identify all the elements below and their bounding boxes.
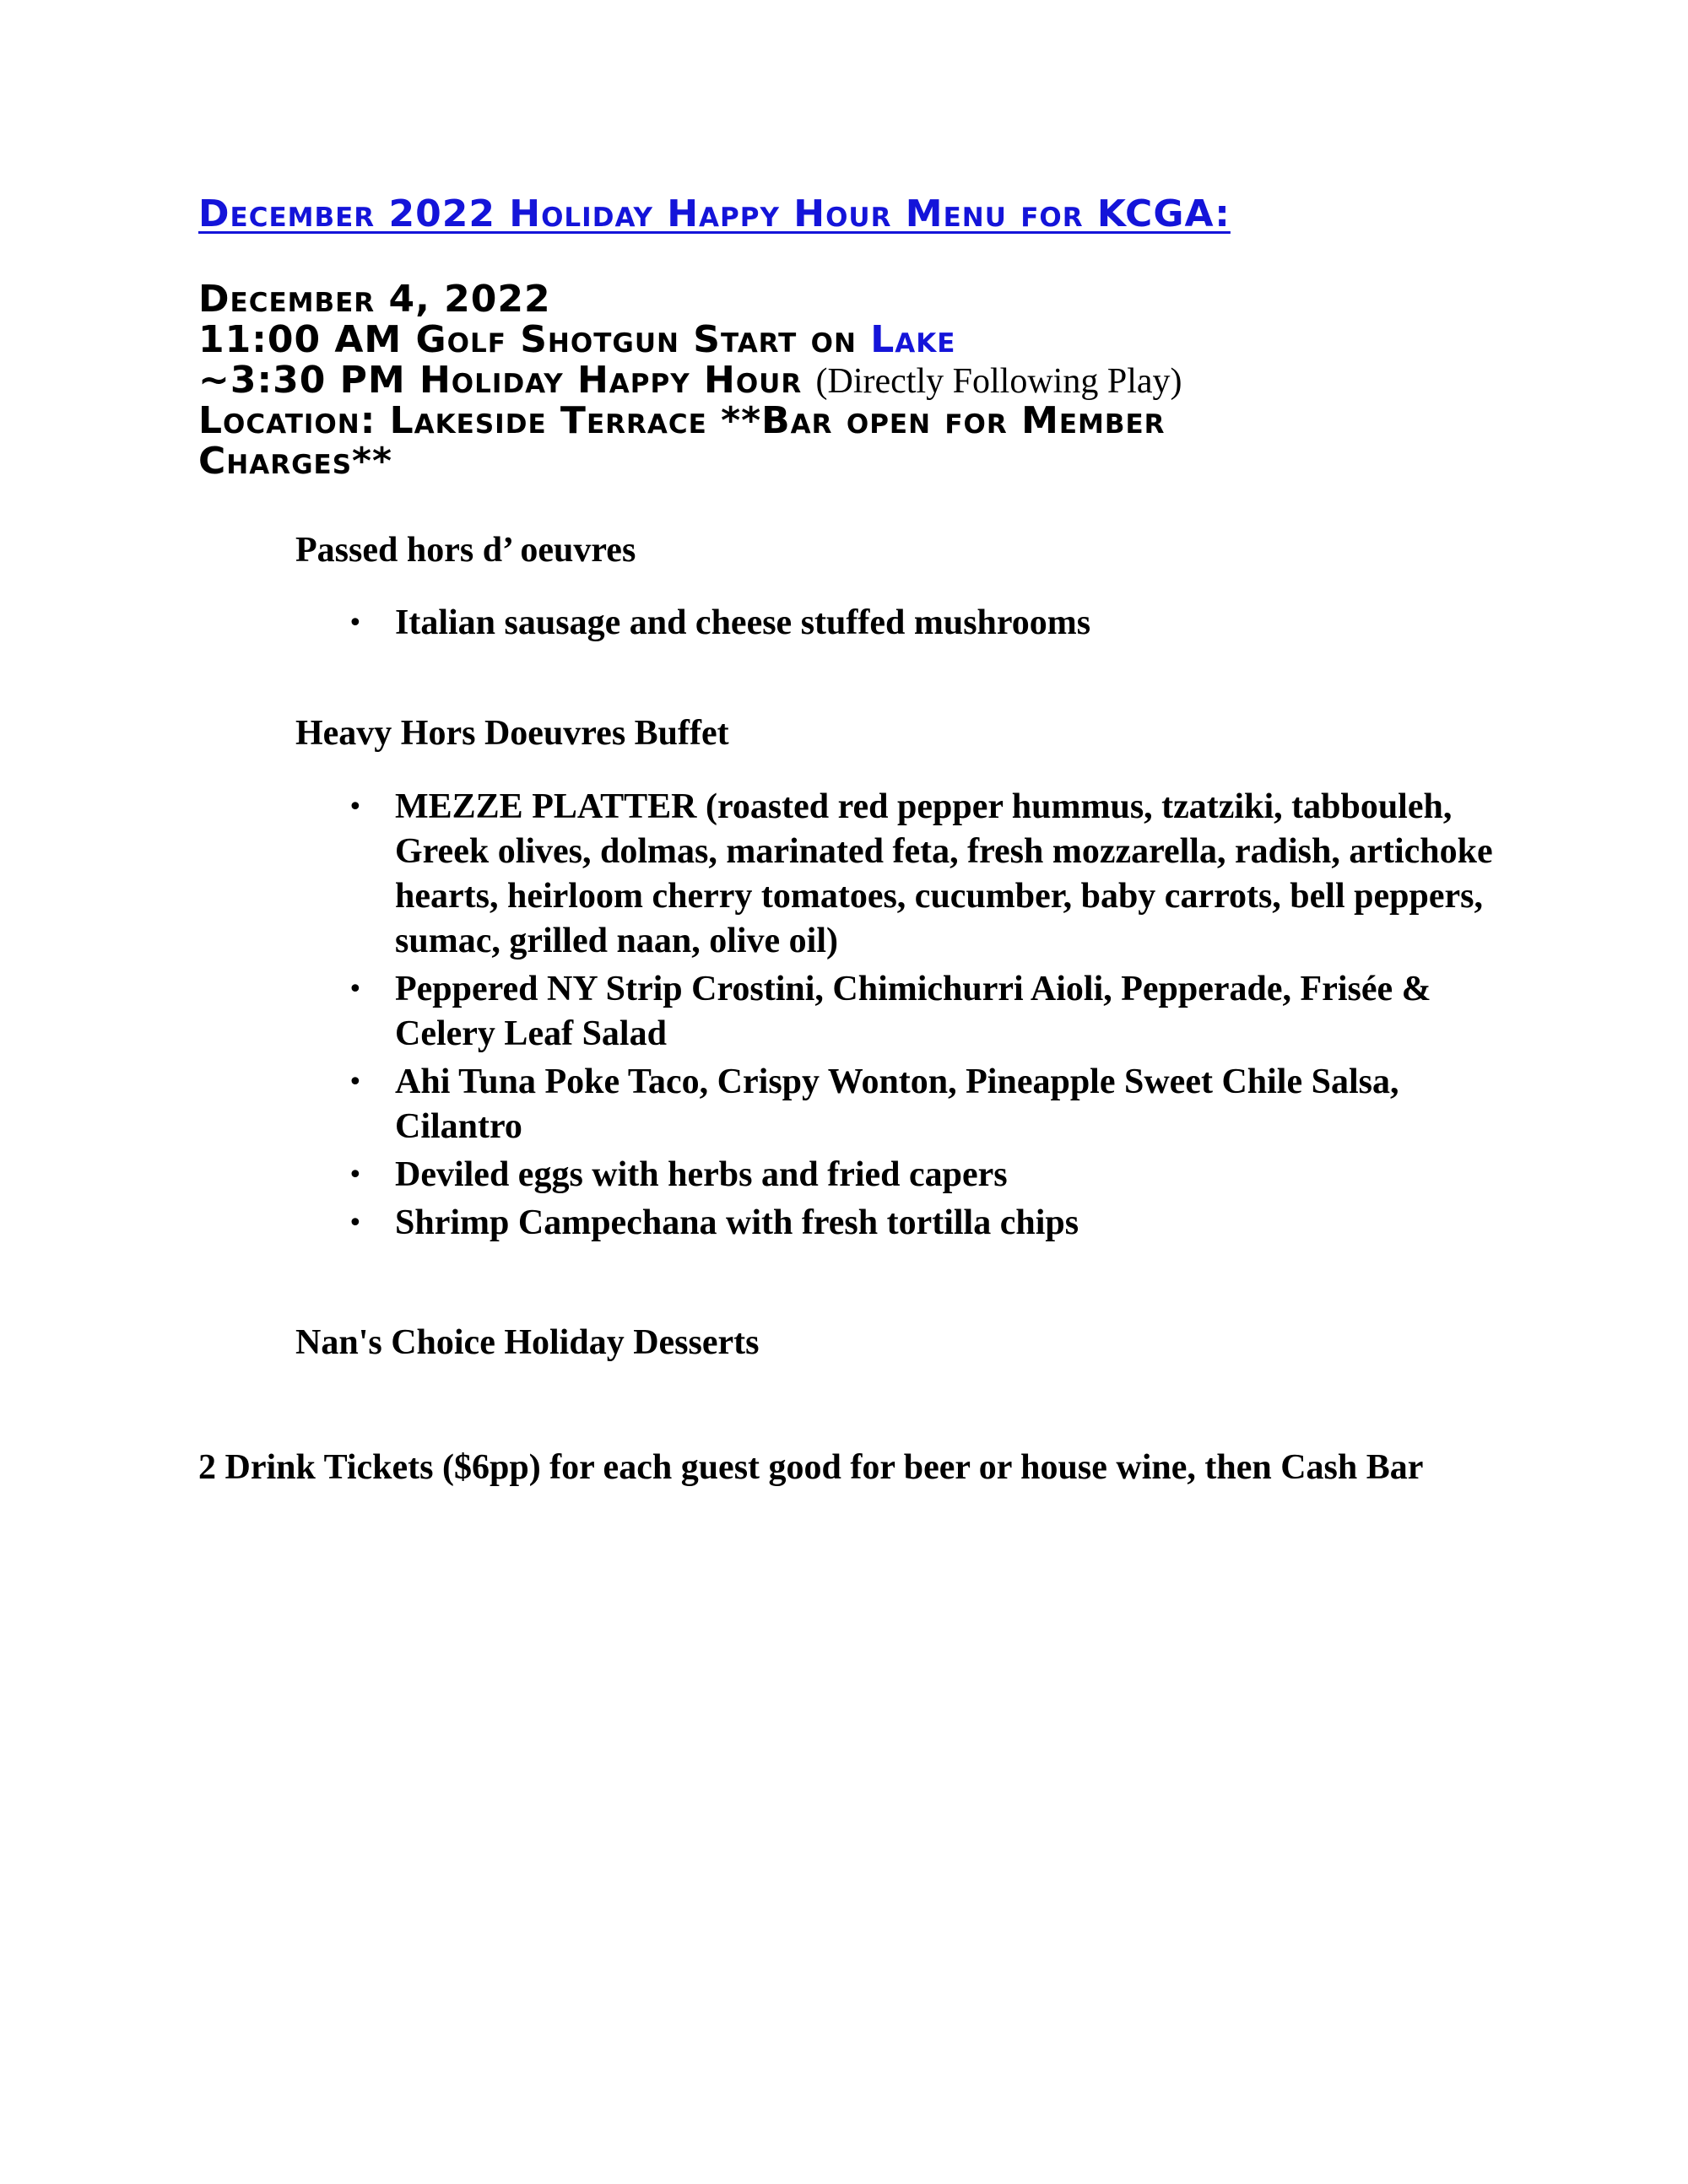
- list-item: [295, 1153, 1494, 1197]
- list-item-text: Peppered NY Strip Crostini, Chimichurri Aioli, Pepperade, Frisée & Celery Leaf Salad: [395, 970, 1431, 1053]
- bullet-icon: •: [348, 608, 363, 638]
- bullet-icon: •: [348, 1068, 363, 1097]
- buffet-items-list: [295, 785, 1494, 1249]
- event-date: December 4, 2022: [198, 278, 551, 321]
- desserts-heading: Nan's Choice Holiday Desserts: [295, 1323, 760, 1362]
- list-item-text: Ahi Tuna Poke Taco, Crispy Wonton, Pineapple Sweet Chile Salsa, Cilantro: [395, 1062, 1399, 1146]
- location-line-continued: Charges**: [198, 440, 393, 483]
- shotgun-start-text: 11:00 AM Golf Shotgun Start on: [198, 318, 871, 361]
- list-item: [295, 1060, 1494, 1149]
- list-item-text: MEZZE PLATTER (roasted red pepper hummus, tzatziki, tabbouleh, Greek olives, dolmas, marinated feta, fresh mozzarella, radish, artichoke hearts, heirloom cherry tomatoes, cucumber, baby carrots, bell peppers, sumac, grilled naan, olive oil): [395, 787, 1493, 960]
- list-item-text: Italian sausage and cheese stuffed mushrooms: [395, 603, 1091, 642]
- course-name: Lake: [870, 318, 956, 361]
- happy-hour-line: [198, 359, 1182, 403]
- passed-items-list: [295, 601, 1494, 649]
- list-item: [295, 601, 1494, 646]
- list-item-text: Deviled eggs with herbs and fried capers: [395, 1155, 1008, 1194]
- list-item: [295, 967, 1494, 1057]
- list-item: [295, 785, 1494, 964]
- happy-hour-text: ~3:30 PM Holiday Happy Hour: [198, 359, 803, 402]
- happy-hour-note: (Directly Following Play): [815, 362, 1182, 401]
- list-item: [295, 1201, 1494, 1246]
- list-item-text: Shrimp Campechana with fresh tortilla chips: [395, 1203, 1079, 1242]
- passed-hors-doeuvres-heading: Passed hors d’ oeuvres: [295, 531, 636, 570]
- bullet-icon: •: [348, 1160, 363, 1190]
- bullet-icon: •: [348, 792, 363, 822]
- bullet-icon: •: [348, 975, 363, 1004]
- shotgun-start-line: [198, 319, 955, 361]
- bullet-icon: •: [348, 1208, 363, 1238]
- location-line: Location: Lakeside Terrace **Bar open for Member: [198, 399, 1166, 442]
- menu-title: December 2022 Holiday Happy Hour Menu for KCGA:: [198, 192, 1231, 235]
- buffet-heading: Heavy Hors Doeuvres Buffet: [295, 714, 729, 753]
- drink-tickets-note: 2 Drink Tickets ($6pp) for each guest good for beer or house wine, then Cash Bar: [198, 1448, 1424, 1487]
